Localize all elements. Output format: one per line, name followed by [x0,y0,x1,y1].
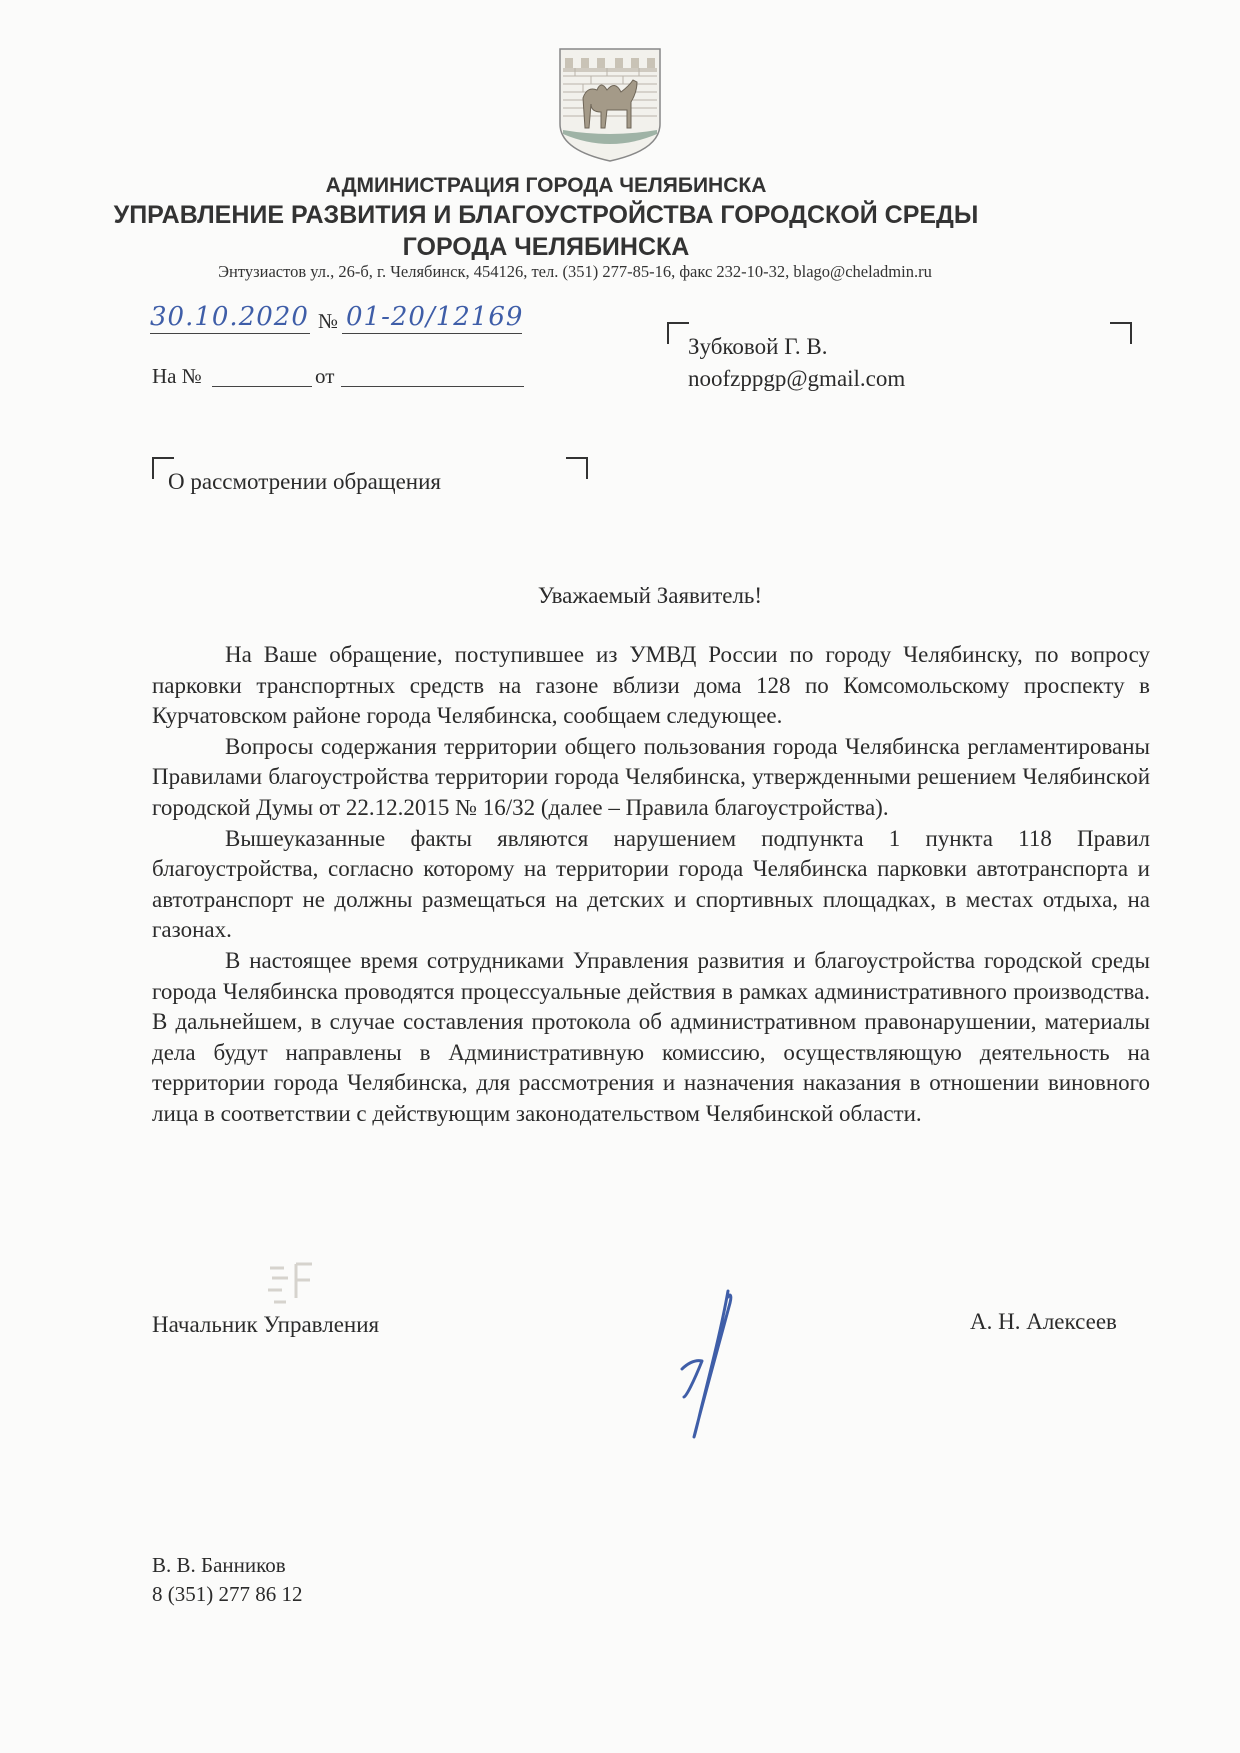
department-name-city: ГОРОДА ЧЕЛЯБИНСКА [402,233,690,261]
body-paragraph: На Ваше обращение, поступившее из УМВД России по городу Челябинску, по вопросу парковки транспортных средств на газоне вблизи дома 128 по Комсомольскому проспекту в Курчатовском районе города Челябинска, сообщаем следующее. [152,642,1150,729]
handwritten-signature-icon [672,1285,752,1445]
department-name: УПРАВЛЕНИЕ РАЗВИТИЯ И БЛАГОУСТРОЙСТВА ГОРОДСКОЙ СРЕДЫ [113,201,979,229]
recipient-corner-top-left [667,322,689,344]
registration-number-label: № [318,309,339,333]
registration-number-underline [342,333,522,334]
body-paragraph: Вышеуказанные факты являются нарушением подпункта 1 пункта 118 Правил благоустройства, согласно которому на территории города Челябинска парковки автотранспорта и автотранспорт не должны размещаться на детских и спортивных площадках, в местах отдыха, на газонах. [152,825,1150,943]
registration-date: 30.10.2020 [150,302,309,332]
reference-number-label: На № [152,364,202,388]
signatory-position: Начальник Управления [152,1312,380,1337]
body-paragraph: Вопросы содержания территории общего пользования города Челябинска регламентированы Правилами благоустройства территории города Челябинска, утвержденными решением Челябинской городской Думы от 22.12.2015 № 16/32 (далее – Правила благоустройства). [152,733,1150,820]
registration-date-underline [150,333,310,334]
organization-name: АДМИНИСТРАЦИЯ ГОРОДА ЧЕЛЯБИНСКА [325,174,767,197]
salutation: Уважаемый Заявитель! [537,583,763,608]
registration-number: 01-20/12169 [346,302,524,332]
reference-date-blank [341,386,524,387]
recipient-name: Зубковой Г. В. [688,334,828,359]
faint-stamp-mark-icon [262,1258,320,1310]
city-coat-of-arms-icon [557,46,663,164]
subject-corner-top-right [566,457,588,479]
reference-number-blank [212,386,312,387]
executor-phone: 8 (351) 277 86 12 [152,1582,303,1606]
letter-body [152,640,1150,1130]
organization-contacts: Энтузиастов ул., 26-б, г. Челябинск, 454126, тел. (351) 277-85-16, факс 232-10-32, blago@cheladmin.ru [218,262,932,281]
body-paragraph: В настоящее время сотрудниками Управления развития и благоустройства городской среды города Челябинска проводятся процессуальные действия в рамках административного производства. В дальнейшем, в случае составления протокола об административном правонарушении, материалы дела будут направлены в Административную комиссию, осуществляющую деятельность на территории города Челябинска, для рассмотрения и назначения наказания в отношении виновного лица в соответствии с действующим законодательством Челябинской области. [152,947,1150,1126]
letter-subject: О рассмотрении обращения [168,469,441,494]
reference-date-label: от [315,364,335,388]
executor-name: В. В. Банников [152,1553,286,1577]
recipient-corner-top-right [1110,322,1132,344]
recipient-email: noofzppgp@gmail.com [688,366,906,391]
signatory-name: А. Н. Алексеев [970,1309,1117,1334]
